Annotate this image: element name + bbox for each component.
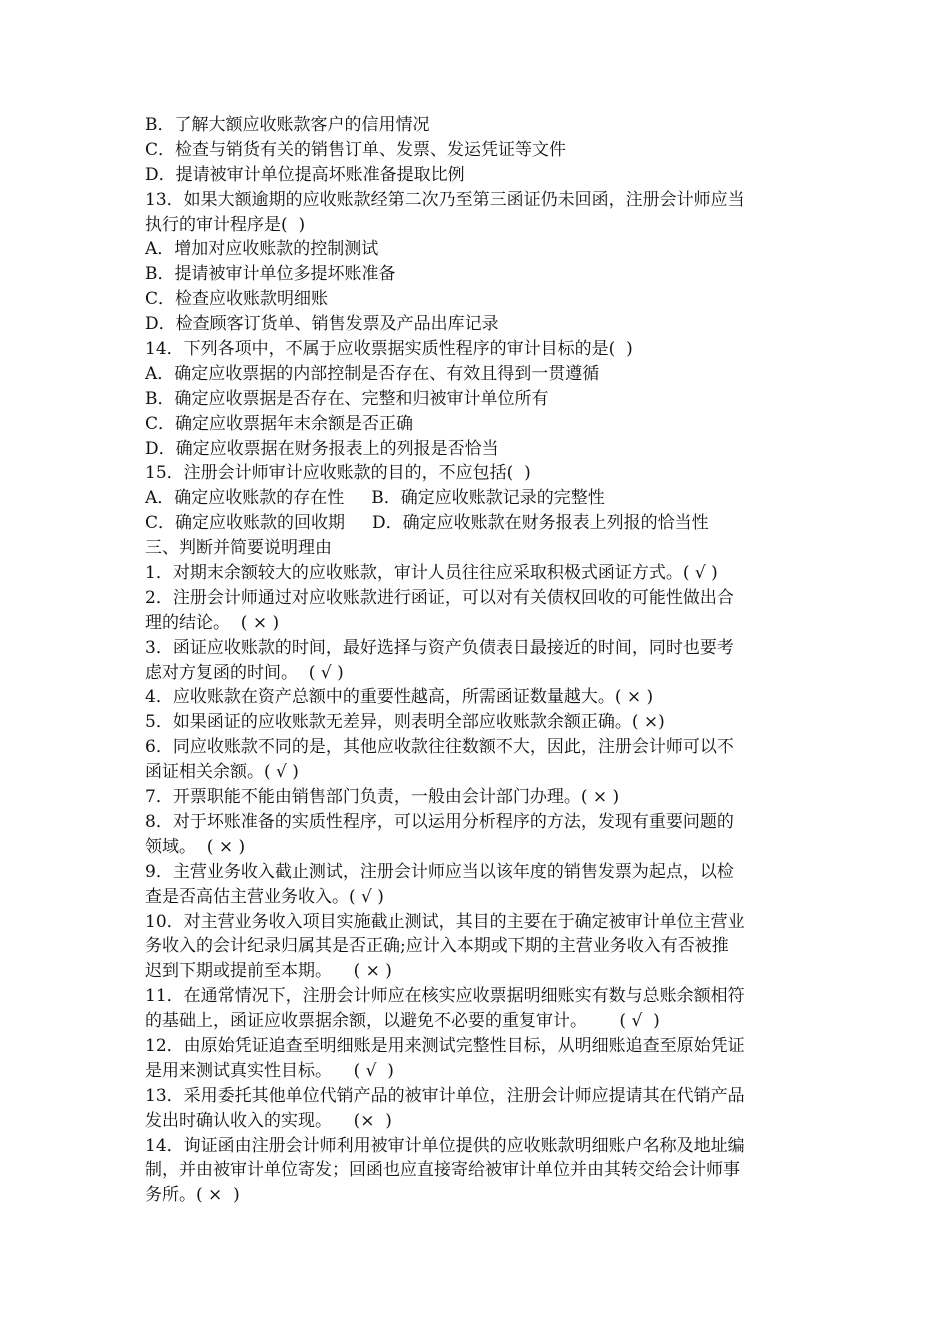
judgment-14-cont: 制，并由被审计单位寄发；回函也应直接寄给被审计单位并由其转交给会计师事 [145, 1160, 740, 1181]
judgment-9-cont: 查是否高估主营业务收入。( √ ) [145, 886, 384, 907]
document-page [145, 113, 815, 1208]
judgment-1: 1．对期末余额较大的应收账款，审计人员往往应采取积极式函证方式。( √ ) [145, 563, 718, 584]
option-b: B．提请被审计单位多提坏账准备 [145, 264, 396, 285]
judgment-10: 10．对主营业务收入项目实施截止测试，其目的主要在于确定被审计单位主营业 [145, 911, 745, 932]
option-d: D．提请被审计单位提高坏账准备提取比例 [145, 164, 465, 185]
option-a: A．增加对应收账款的控制测试 [145, 239, 411, 260]
judgment-4: 4．应收账款在资产总额中的重要性越高，所需函证数量越大。( × ) [145, 687, 654, 708]
option-c: C．确定应收票据年末余额是否正确 [145, 413, 414, 434]
judgment-12: 12．由原始凭证追查至明细账是用来测试完整性目标，从明细账追查至原始凭证 [145, 1035, 745, 1056]
judgment-7: 7．开票职能不能由销售部门负责，一般由会计部门办理。( × ) [145, 787, 620, 808]
judgment-8: 8．对于坏账准备的实质性程序，可以运用分析程序的方法，发现有重要问题的 [145, 811, 734, 832]
option-d: D．确定应收票据在财务报表上的列报是否恰当 [145, 438, 499, 459]
judgment-10-cont: 务收入的会计纪录归属其是否正确;应计入本期或下期的主营业务收入有否被推 [145, 936, 729, 957]
judgment-11-cont: 的基础上，函证应收票据余额，以避免不必要的重复审计。 ( √ ) [145, 1011, 660, 1032]
judgment-2: 2．注册会计师通过对应收账款进行函证，可以对有关债权回收的可能性做出合 [145, 587, 734, 608]
judgment-10-cont: 迟到下期或提前至本期。 ( × ) [145, 961, 392, 982]
option-c: C．检查与销货有关的销售订单、发票、发运凭证等文件 [145, 139, 567, 160]
judgment-3-cont: 虑对方复函的时间。 ( √ ) [145, 662, 344, 683]
judgment-6: 6．同应收账款不同的是，其他应收款往往数额不大，因此，注册会计师可以不 [145, 737, 734, 758]
judgment-2-cont: 理的结论。 ( × ) [145, 612, 280, 633]
option-d: D．检查顾客订货单、销售发票及产品出库记录 [145, 314, 499, 335]
options-a-b: A．确定应收账款的存在性 B．确定应收账款记录的完整性 [145, 488, 605, 509]
judgment-13: 13．采用委托其他单位代销产品的被审计单位，注册会计师应提请其在代销产品 [145, 1085, 745, 1106]
section-heading: 三、判断并简要说明理由 [145, 538, 332, 559]
judgment-13-cont: 发出时确认收入的实现。 (× ) [145, 1110, 392, 1131]
judgment-5: 5．如果函证的应收账款无差异，则表明全部应收账款余额正确。( ×) [145, 712, 665, 733]
judgment-12-cont: 是用来测试真实性目标。 ( √ ) [145, 1060, 394, 1081]
question-13-cont: 执行的审计程序是( ) [145, 214, 306, 235]
judgment-14-cont: 务所。( × ) [145, 1185, 240, 1206]
option-b: B．了解大额应收账款客户的信用情况 [145, 115, 430, 135]
option-c: C．检查应收账款明细账 [145, 289, 329, 310]
question-13: 13．如果大额逾期的应收账款经第二次乃至第三函证仍未回函，注册会计师应当 [145, 189, 745, 210]
judgment-9: 9．主营业务收入截止测试，注册会计师应当以该年度的销售发票为起点，以检 [145, 861, 734, 882]
judgment-14: 14．询证函由注册会计师利用被审计单位提供的应收账款明细账户名称及地址编 [145, 1135, 745, 1156]
options-c-d: C．确定应收账款的回收期 D．确定应收账款在财务报表上列报的恰当性 [145, 513, 709, 534]
option-a: A．确定应收票据的内部控制是否存在、有效且得到一贯遵循 [145, 363, 600, 384]
judgment-8-cont: 领域。 ( × ) [145, 836, 246, 857]
question-14: 14．下列各项中，不属于应收票据实质性程序的审计目标的是( ) [145, 339, 633, 360]
judgment-6-cont: 函证相关余额。( √ ) [145, 762, 299, 783]
judgment-11: 11．在通常情况下，注册会计师应在核实应收票据明细账实有数与总账余额相符 [145, 986, 745, 1007]
question-15: 15．注册会计师审计应收账款的目的，不应包括( ) [145, 463, 531, 484]
option-b: B．确定应收票据是否存在、完整和归被审计单位所有 [145, 388, 549, 409]
judgment-3: 3．函证应收账款的时间，最好选择与资产负债表日最接近的时间，同时也要考 [145, 637, 734, 658]
